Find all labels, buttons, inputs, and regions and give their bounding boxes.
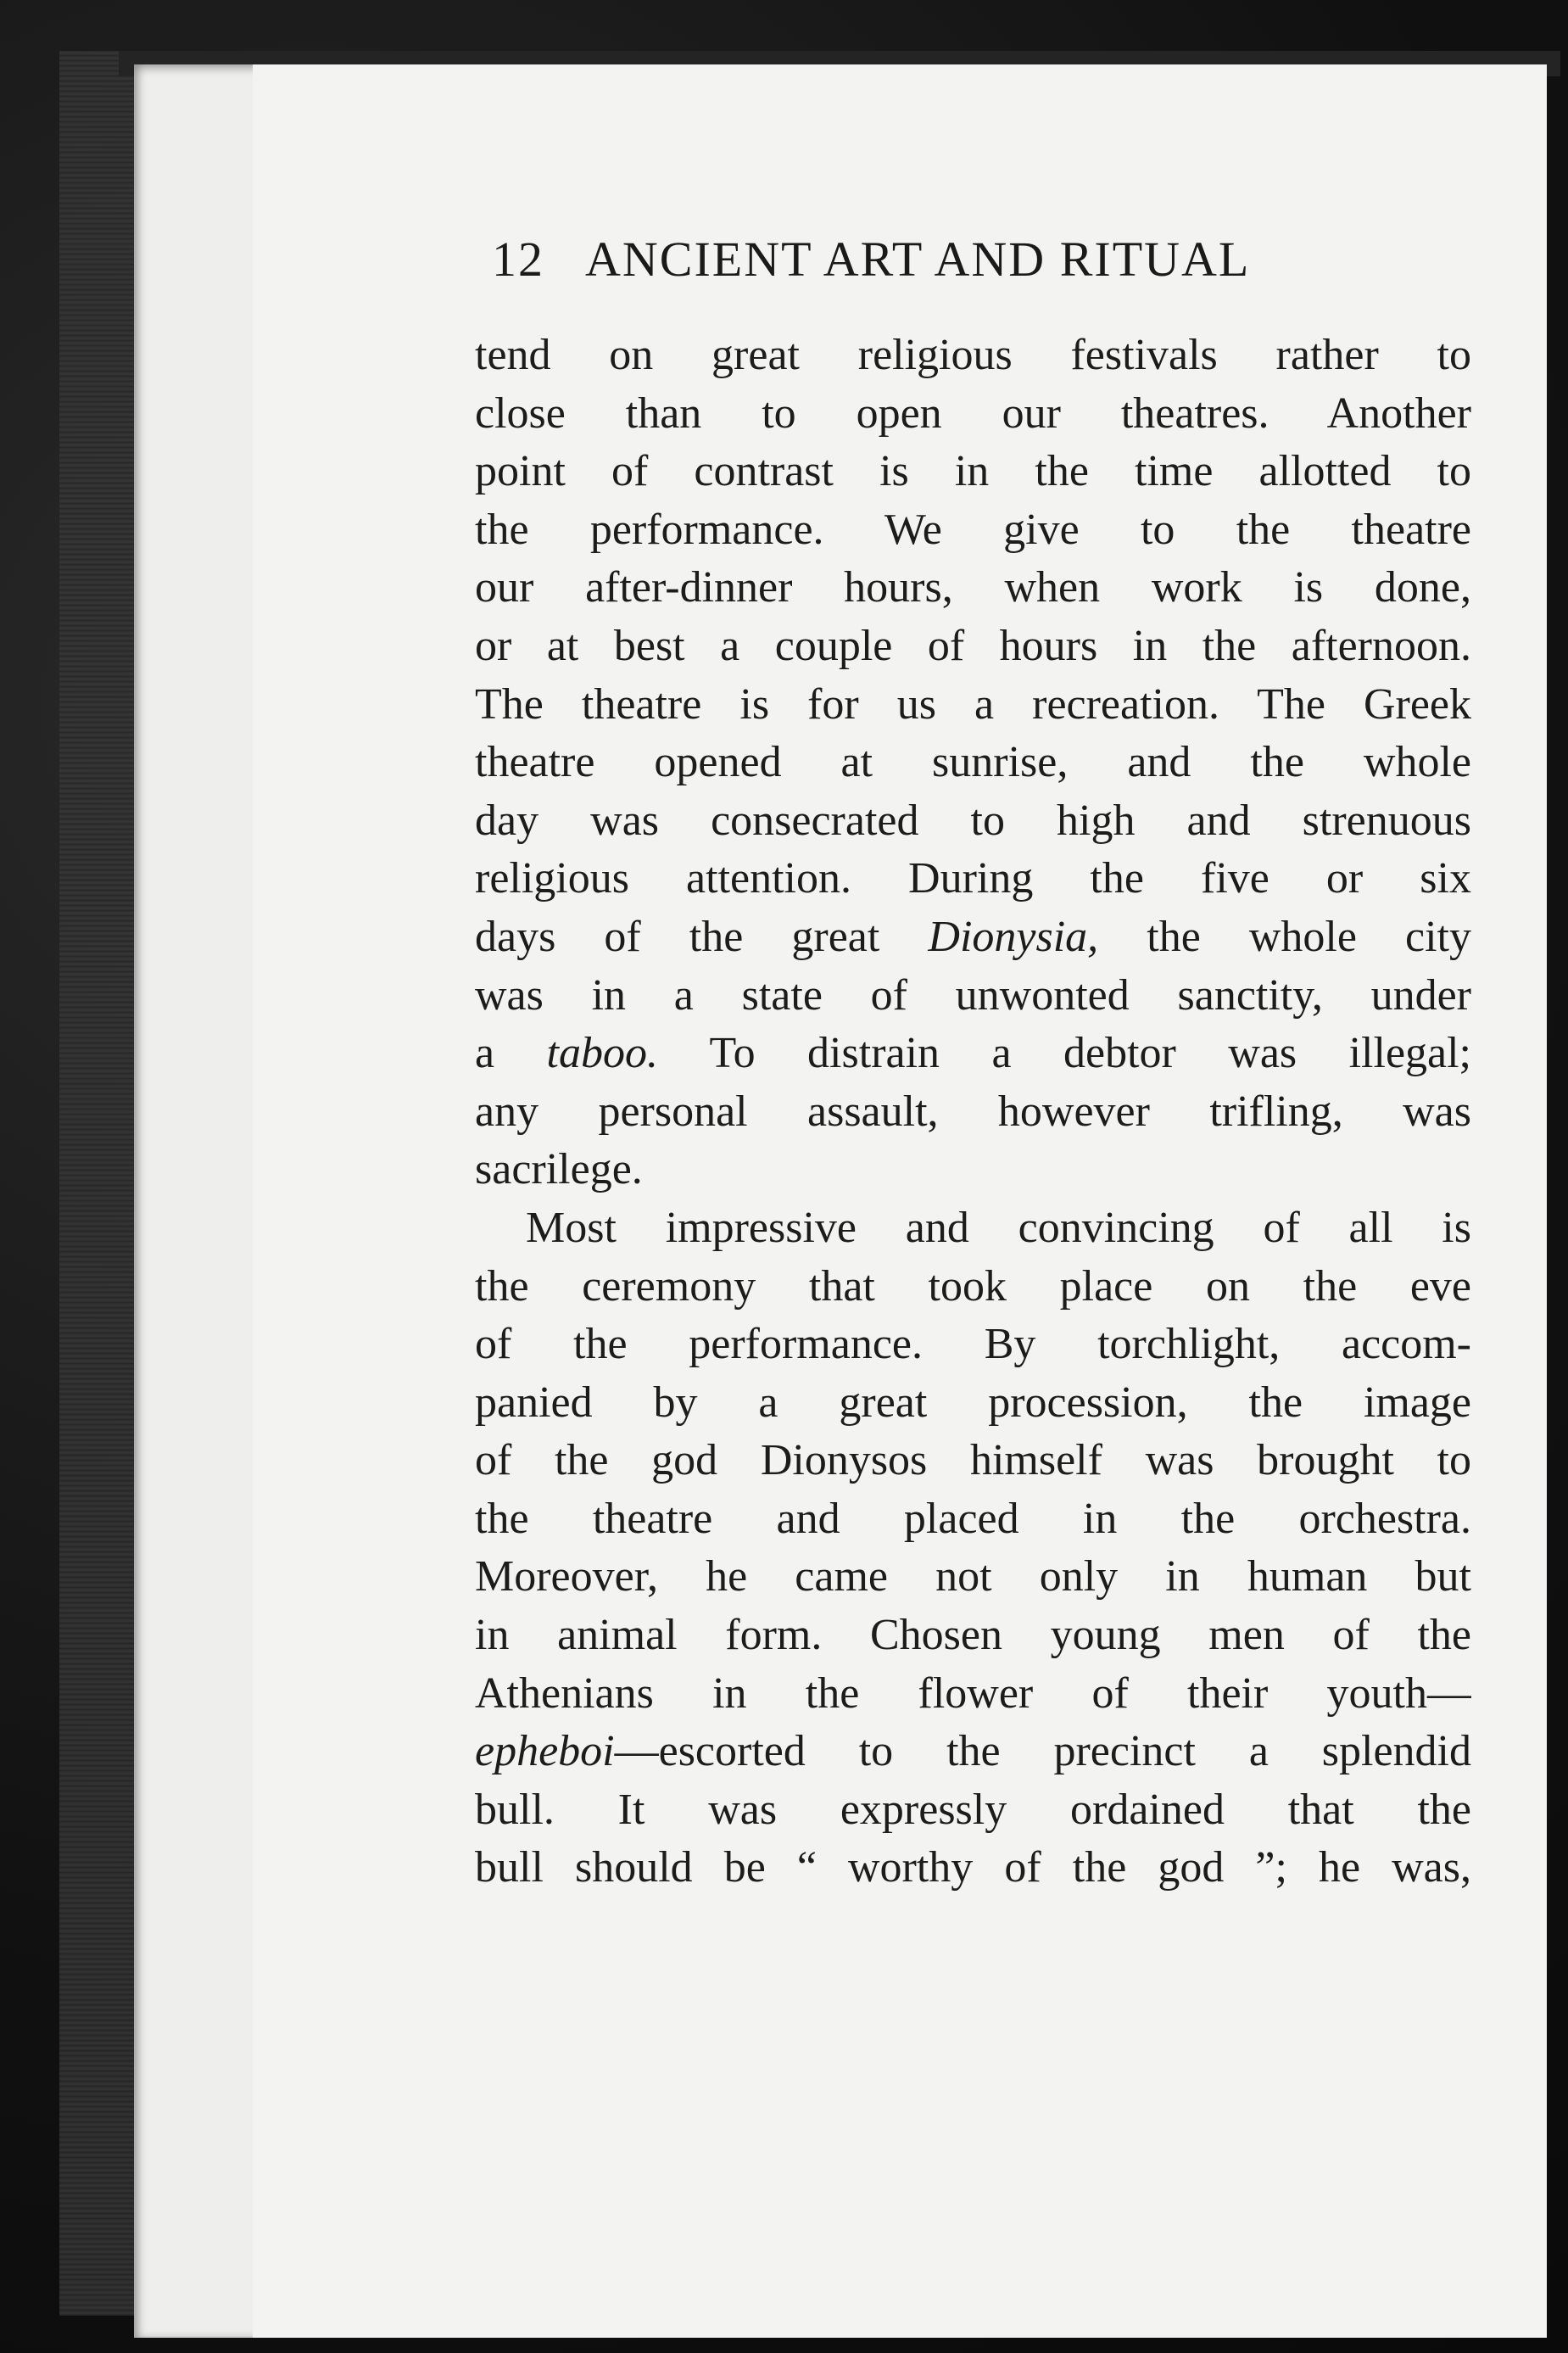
text-line: our after-dinner hours, when work is done,: [475, 563, 1471, 612]
line-text: the whole city: [1098, 912, 1471, 961]
italic-term: Dionysia,: [928, 912, 1099, 961]
text-line: of the performance. By torchlight, accom-: [475, 1320, 1471, 1369]
text-line: or at best a couple of hours in the afternoon.: [475, 621, 1471, 670]
running-head: [492, 231, 1391, 299]
text-line: religious attention. During the five or six: [475, 854, 1471, 903]
text-line: bull should be “ worthy of the god ”; he was,: [475, 1843, 1471, 1892]
text-line: tend on great religious festivals rather to: [475, 331, 1471, 379]
line-text: days of the great: [475, 912, 929, 961]
text-line: was in a state of unwonted sanctity, under: [475, 970, 1471, 1020]
text-line: [475, 908, 1471, 967]
book-cover-edge: [59, 51, 136, 2316]
text-line: The theatre is for us a recreation. The Greek: [475, 679, 1471, 729]
body-text: [475, 327, 1471, 1897]
text-line: in animal form. Chosen young men of the: [475, 1611, 1471, 1660]
text-line: Athenians in the flower of their youth—: [475, 1668, 1471, 1718]
text-line: sacrilege.: [475, 1145, 643, 1194]
text-line: the ceremony that took place on the eve: [475, 1261, 1471, 1311]
italic-term: taboo.: [546, 1029, 658, 1078]
text-line: day was consecrated to high and strenuous: [475, 796, 1471, 845]
line-text: —escorted to the precinct a splendid: [614, 1727, 1471, 1776]
text-line: [475, 1723, 1471, 1781]
italic-term: epheboi: [475, 1727, 615, 1776]
line-text: a: [475, 1029, 547, 1078]
text-line: [475, 1025, 1471, 1083]
text-line: Moreover, he came not only in human but: [475, 1552, 1471, 1601]
line-text: To distrain a debtor was illegal;: [657, 1029, 1471, 1078]
text-line: point of contrast is in the time allotted to: [475, 447, 1471, 496]
text-line: of the god Dionysos himself was brought to: [475, 1436, 1471, 1485]
text-line: panied by a great procession, the image: [475, 1378, 1471, 1427]
text-line: the performance. We give to the theatre: [475, 505, 1471, 554]
text-line: Most impressive and convincing of all is: [526, 1203, 1471, 1252]
page-number: 12: [492, 232, 544, 287]
running-title: ANCIENT ART AND RITUAL: [585, 232, 1251, 287]
text-line: the theatre and placed in the orchestra.: [475, 1494, 1471, 1543]
text-line: close than to open our theatres. Another: [475, 388, 1471, 438]
text-line: bull. It was expressly ordained that the: [475, 1785, 1471, 1834]
text-line: theatre opened at sunrise, and the whole: [475, 738, 1471, 787]
text-line: any personal assault, however trifling, was: [475, 1087, 1471, 1136]
